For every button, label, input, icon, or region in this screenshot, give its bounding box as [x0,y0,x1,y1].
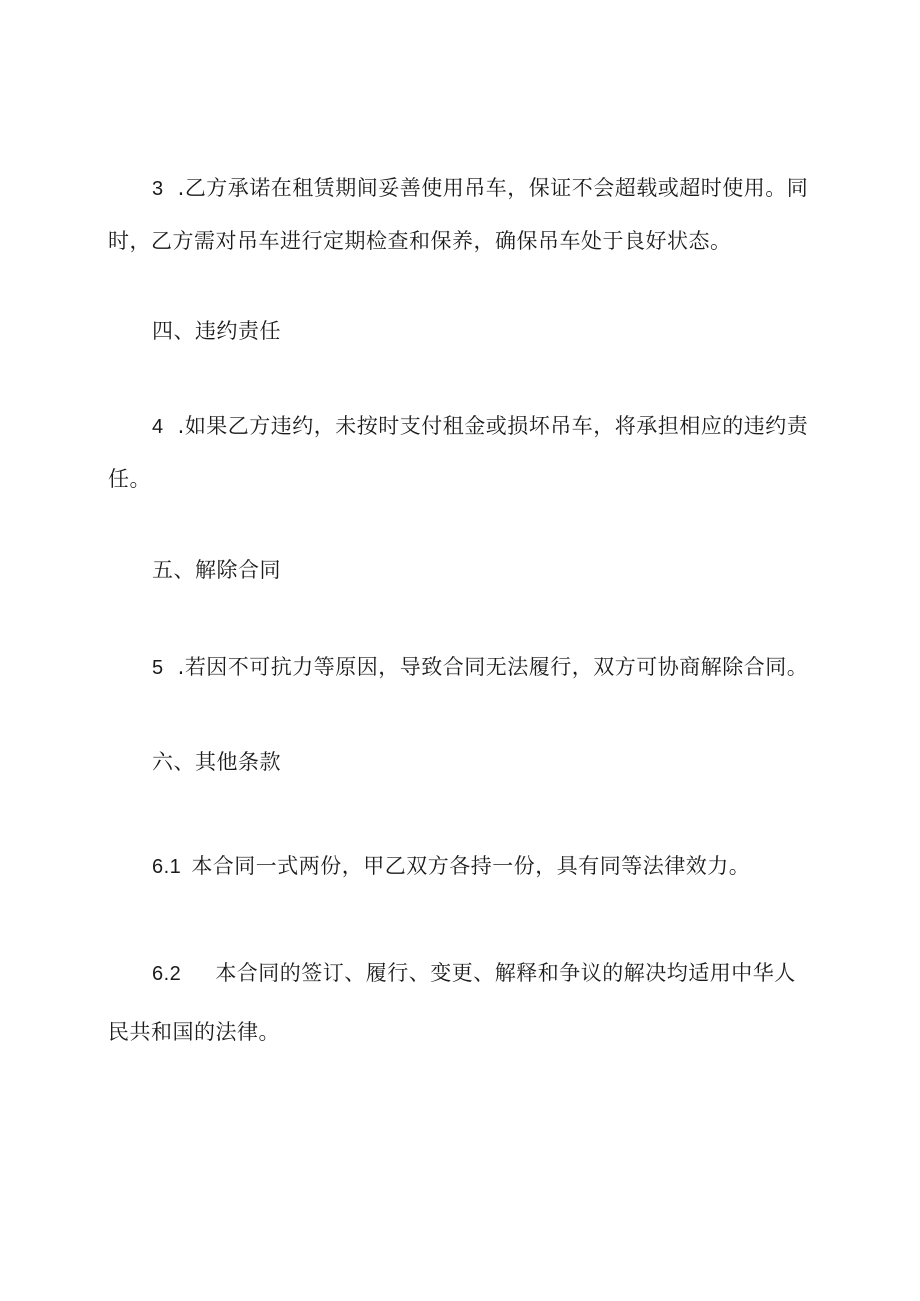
clause-6-1-line-1 [152,851,750,882]
clause-4-text-1: 如果乙方违约，未按时支付租金或损坏吊车，将承担相应的违约责 [184,414,809,438]
clause-6-1-text-1: 本合同一式两份，甲乙双方各持一份，具有同等法律效力。 [191,854,751,878]
clause-4-line-2 [108,464,151,494]
clause-5-line-1 [152,652,808,683]
clause-6-1-number: 6.1 [152,856,182,878]
clause-4-line-1 [152,411,808,442]
section-4-heading: 四、违约责任 [152,319,281,343]
clause-3-line-2 [108,226,732,256]
clause-3-dot: . [177,176,185,200]
clause-6-2-number: 6.2 [152,963,182,985]
clause-3-text-1: 乙方承诺在租赁期间妥善使用吊车，保证不会超载或超时使用。同 [184,176,809,200]
clause-3-line-1 [152,173,808,204]
clause-5-number: 5 [152,657,164,679]
clause-4-text-2: 任。 [108,467,151,491]
clause-6-2-text-1: 本合同的签订、履行、变更、解释和争议的解决均适用中华人 [215,961,796,985]
clause-6-2-text-2: 民共和国的法律。 [108,1020,280,1044]
clause-6-2-line-2 [108,1017,280,1047]
clause-4-number: 4 [152,416,164,438]
clause-5-dot: . [177,655,185,679]
clause-6-2-line-1 [152,958,796,989]
section-6-heading: 六、其他条款 [152,750,281,774]
section-5-heading: 五、解除合同 [152,558,281,582]
clause-3-number: 3 [152,178,164,200]
clause-4-dot: . [177,414,185,438]
clause-3-text-2: 时，乙方需对吊车进行定期检查和保养，确保吊车处于良好状态。 [108,229,732,253]
clause-5-text-1: 若因不可抗力等原因，导致合同无法履行，双方可协商解除合同。 [184,655,809,679]
